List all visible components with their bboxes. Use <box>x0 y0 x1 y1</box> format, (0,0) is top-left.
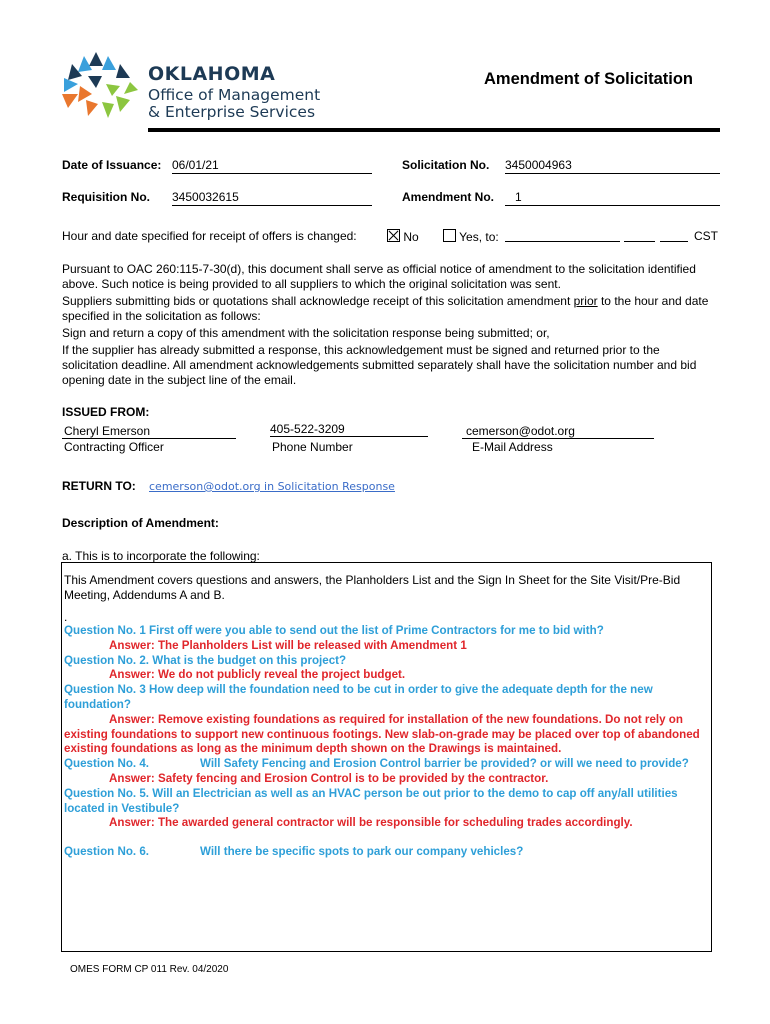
oklahoma-star-logo-icon <box>58 50 140 120</box>
answer-1: Answer: The Planholders List will be released with Amendment 1 <box>109 638 467 652</box>
return-to-label: RETURN TO: <box>62 479 136 493</box>
description-heading: Description of Amendment: <box>62 516 219 530</box>
yes-date-field[interactable] <box>505 241 620 242</box>
answer-5: Answer: The awarded general contractor will be responsible for scheduling trades accordingly. <box>109 816 633 830</box>
date-field[interactable]: 06/01/21 <box>172 158 372 174</box>
question-3: Question No. 3 How deep will the foundation need to be cut in order to give the adequate depth for the new foundation? <box>64 683 653 711</box>
yes-option[interactable] <box>443 229 499 244</box>
notice-text <box>62 262 712 388</box>
notice-paragraph-4: If the supplier has already submitted a response, this acknowledgement must be signed and returned prior to the solicitation deadline. All amendment acknowledgements submitted separately shall have the solicitation number and bid opening date in the subject line of the email. <box>62 343 697 387</box>
page-title: Amendment of Solicitation <box>484 70 694 88</box>
requisition-label: Requisition No. <box>62 190 150 204</box>
no-option[interactable] <box>387 229 419 244</box>
description-intro: a. This is to incorporate the following: <box>62 549 260 563</box>
solicitation-field[interactable]: 3450004963 <box>505 158 720 174</box>
answer-4: Answer: Safety fencing and Erosion Control is to be provided by the contractor. <box>109 771 549 785</box>
yes-minute-field[interactable] <box>660 241 688 242</box>
yes-label: Yes, to: <box>459 230 499 244</box>
question-1: Question No. 1 First off were you able to send out the list of Prime Contractors for me to bid with? <box>64 624 604 637</box>
question-5: Question No. 5. Will an Electrician as well as an HVAC person be out prior to the demo to cap off any/all utilities located in Vestibule? <box>64 786 678 815</box>
logo-subtitle-1: Office of Management <box>148 86 321 104</box>
yes-hour-field[interactable] <box>624 241 655 242</box>
answer-2: Answer: We do not publicly reveal the project budget. <box>109 668 406 682</box>
header-rule <box>148 128 720 132</box>
timezone-label: CST <box>694 229 718 243</box>
amendment-field[interactable] <box>505 190 720 206</box>
issued-from-heading: ISSUED FROM: <box>62 405 150 419</box>
description-dot: . <box>64 610 68 624</box>
requisition-field[interactable]: 3450032615 <box>172 190 372 206</box>
offer-change-label: Hour and date specified for receipt of offers is changed: <box>62 229 357 243</box>
issuer-phone: 405-522-3209 <box>270 422 428 437</box>
question-4: Question No. 4. Will Safety Fencing and Erosion Control barrier be provided? or will we need to provide? <box>64 757 689 771</box>
logo-wordmark: OKLAHOMA <box>148 63 276 85</box>
no-checkbox[interactable] <box>387 229 400 242</box>
email-label: E-Mail Address <box>472 440 553 454</box>
amendment-label: Amendment No. <box>402 190 495 204</box>
form-footer: OMES FORM CP 011 Rev. 04/2020 <box>70 964 229 975</box>
no-label: No <box>403 230 419 244</box>
amendment-value: 1 <box>515 190 522 204</box>
solicitation-label: Solicitation No. <box>402 158 490 172</box>
yes-checkbox[interactable] <box>443 229 456 242</box>
description-summary: This Amendment covers questions and answers, the Planholders List and the Sign In Sheet for the Site Visit/Pre-Bid Meeting, Addendums A and B. <box>64 573 681 602</box>
question-2: Question No. 2. What is the budget on this project? <box>64 653 347 667</box>
issuer-title: Contracting Officer <box>64 440 164 454</box>
phone-label: Phone Number <box>272 440 353 454</box>
date-label: Date of Issuance: <box>62 158 162 172</box>
issuer-email: cemerson@odot.org <box>462 424 654 439</box>
notice-paragraph-3: Sign and return a copy of this amendment with the solicitation response being submitted; or, <box>62 326 550 340</box>
notice-paragraph-1: Pursuant to OAC 260:115-7-30(d), this document shall serve as official notice of amendment to the solicitation identified above. Such notice is being provided to all suppliers to which the original solicitation was sent. <box>62 262 696 291</box>
logo-subtitle-2: & Enterprise Services <box>148 103 316 121</box>
qa-list <box>64 624 706 860</box>
issuer-name: Cheryl Emerson <box>62 424 236 439</box>
question-6: Question No. 6. Will there be specific spots to park our company vehicles? <box>64 845 524 859</box>
notice-paragraph-2: Suppliers submitting bids or quotations shall acknowledge receipt of this solicitation amendment prior to the hour and date specified in the solicitation as follows: <box>62 294 709 323</box>
return-to-link[interactable]: cemerson@odot.org in Solicitation Response <box>149 480 395 493</box>
answer-3: Answer: Remove existing foundations as required for installation of the new foundations. Do not rely on existing foundations to support new continuous footings. New slab-on-grade may be placed over top of abandoned existing foundations as long as the minimum depth shown on the Drawings is maintained. <box>64 712 700 756</box>
